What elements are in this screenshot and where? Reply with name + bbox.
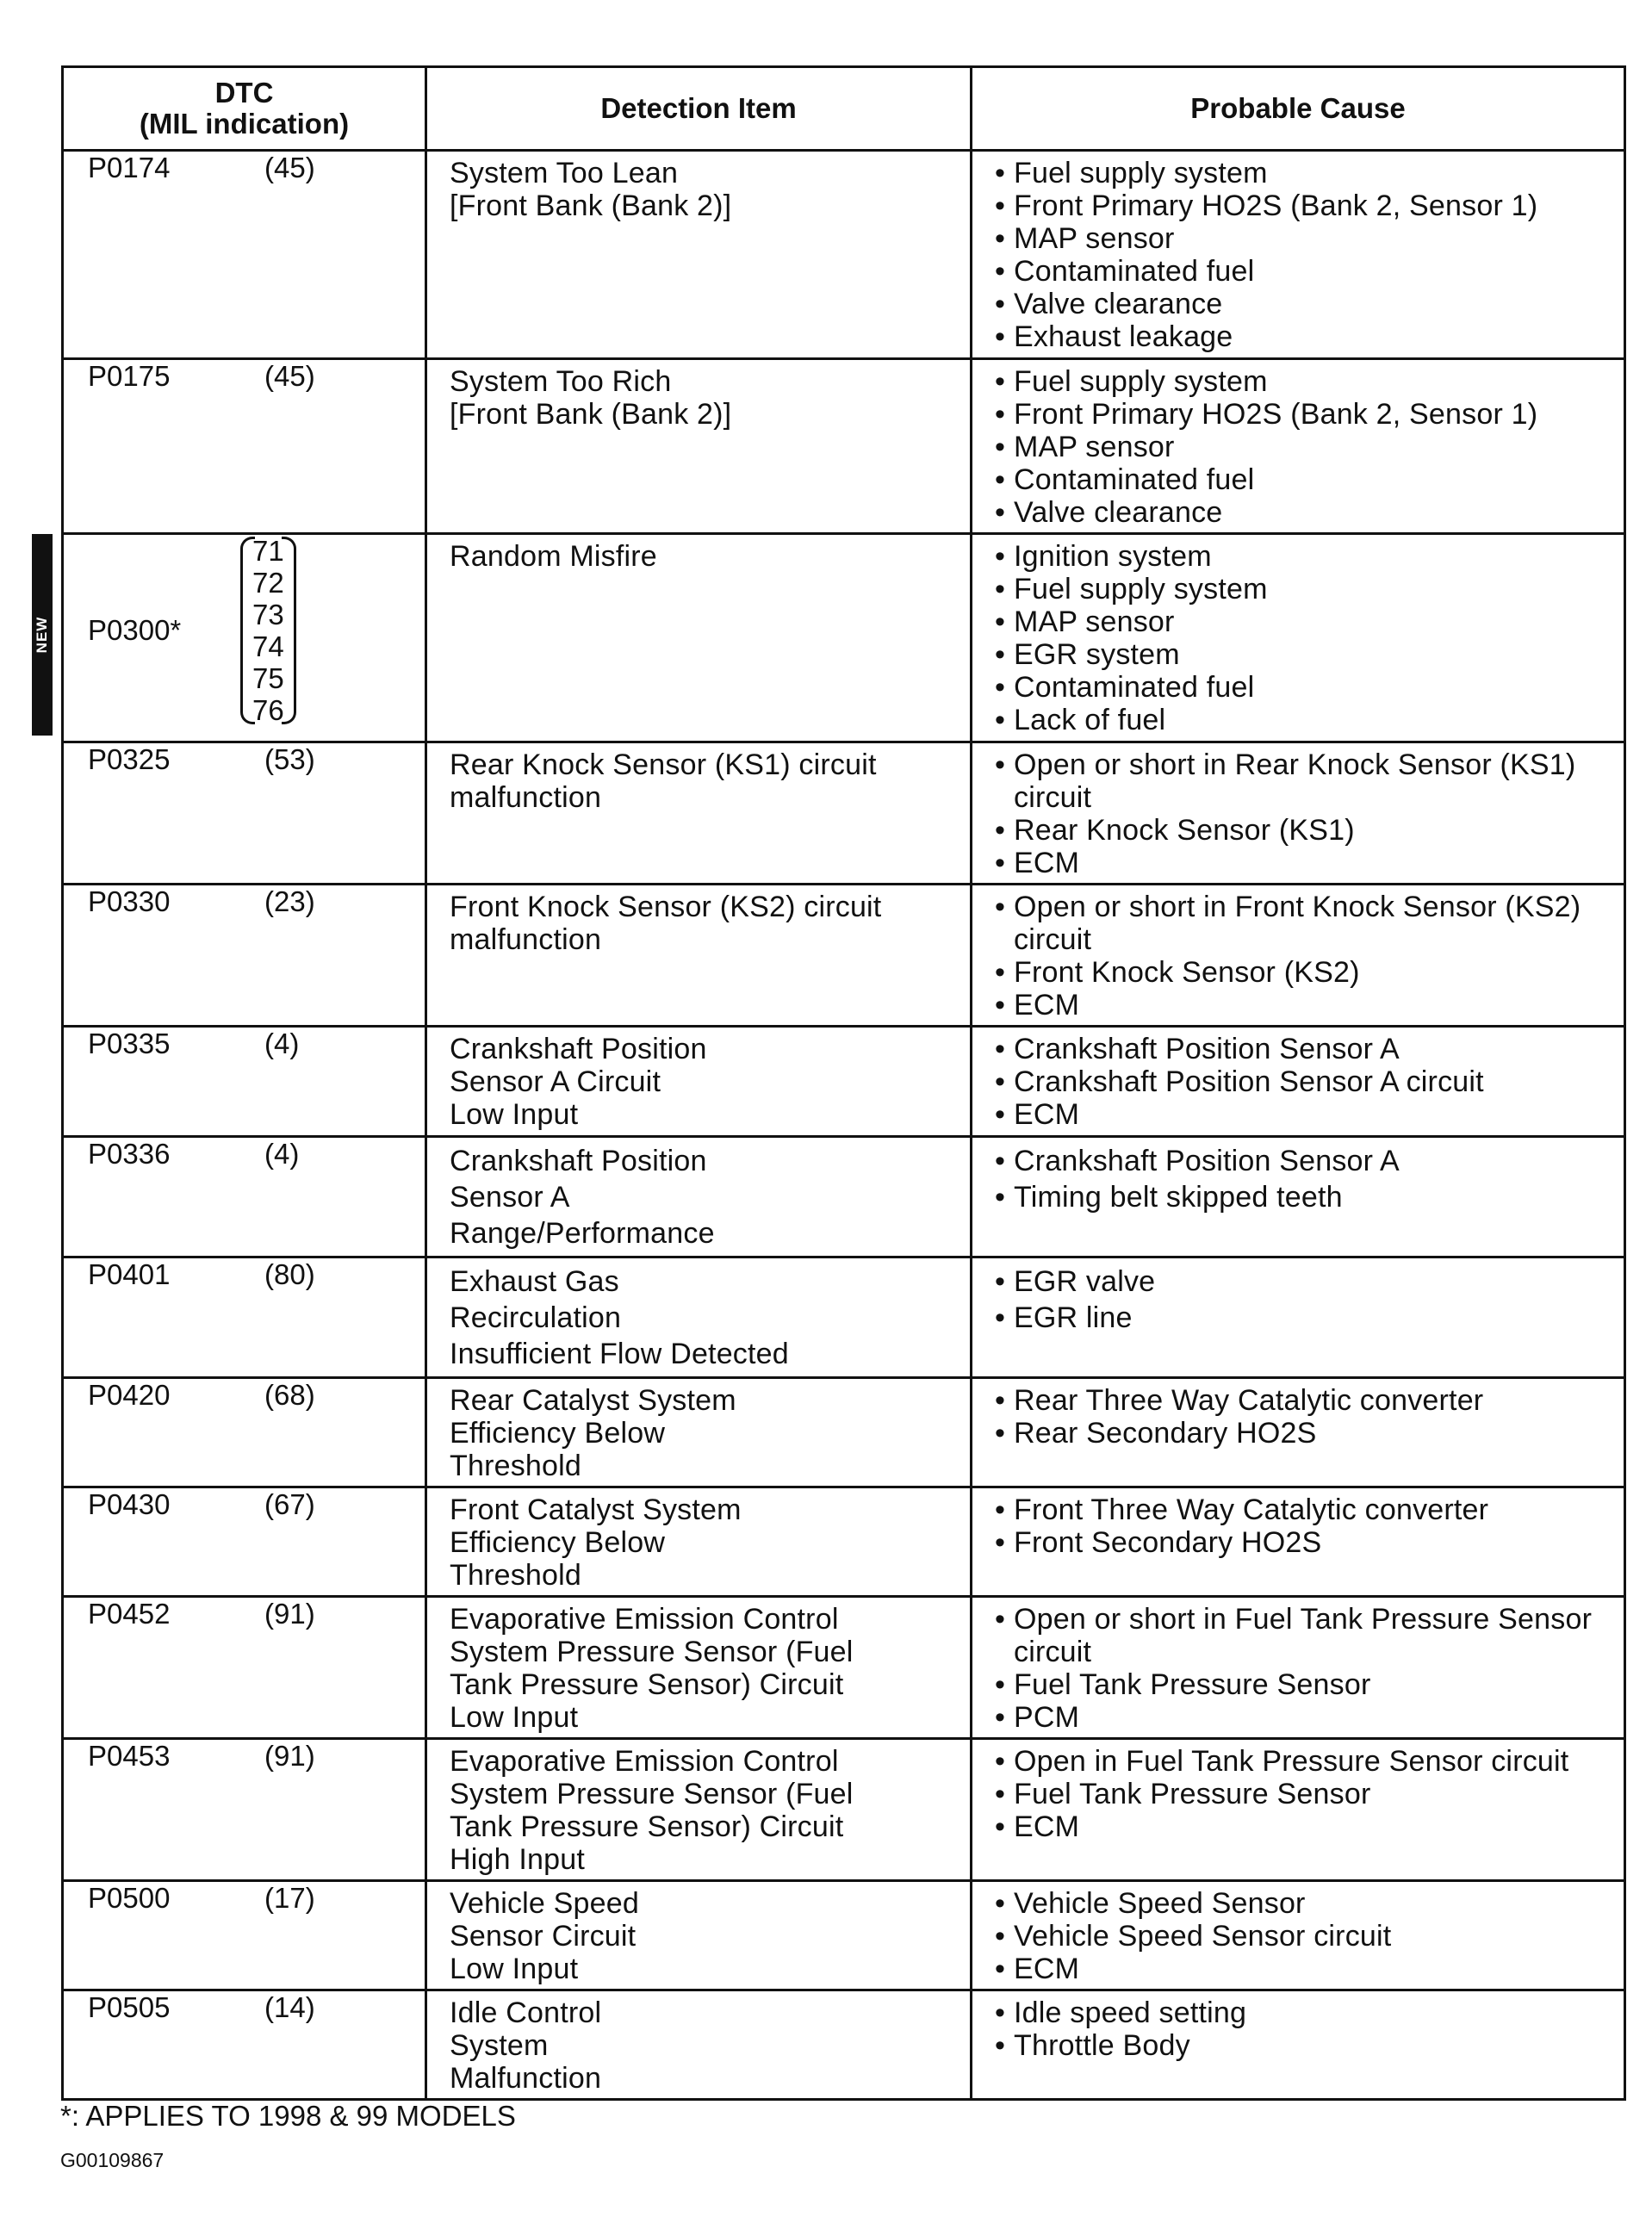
detection-item-line: Insufficient Flow Detected — [450, 1338, 789, 1370]
probable-cause-cell — [972, 1257, 1625, 1378]
detection-item-cell — [426, 1739, 972, 1881]
probable-cause-item: • Throttle Body — [993, 2029, 1615, 2062]
probable-cause-item: • EGR system — [993, 638, 1615, 671]
detection-item-line: Idle Control — [450, 1996, 602, 2029]
probable-cause-item: • Front Secondary HO2S — [993, 1526, 1615, 1559]
probable-cause-item: • Fuel supply system — [993, 157, 1615, 189]
mil-indication: (23) — [264, 885, 315, 917]
detection-item-line: Threshold — [450, 1450, 581, 1482]
detection-item-line: Range/Performance — [450, 1217, 715, 1250]
detection-item-cell — [426, 1257, 972, 1378]
table-row — [63, 885, 1625, 1027]
table-row — [63, 151, 1625, 359]
detection-item-line: Front Knock Sensor (KS2) circuit — [450, 891, 882, 923]
probable-cause-item: • Exhaust leakage — [993, 320, 1615, 353]
detection-item-cell — [426, 1990, 972, 2100]
detection-item-cell — [426, 151, 972, 359]
new-side-tab-label: NEW — [34, 616, 50, 654]
detection-item-line: Low Input — [450, 1701, 579, 1734]
dtc-code: P0420 — [88, 1379, 171, 1411]
probable-cause-item: • Open in Fuel Tank Pressure Sensor circuit — [993, 1745, 1615, 1778]
probable-cause-item: • Rear Three Way Catalytic converter — [993, 1384, 1615, 1417]
probable-cause-item: • Fuel Tank Pressure Sensor — [993, 1778, 1615, 1810]
detection-item-line: Random Misfire — [450, 540, 657, 573]
probable-cause-cell — [972, 1378, 1625, 1487]
dtc-cell — [63, 1881, 426, 1990]
probable-cause-list — [993, 365, 1615, 529]
detection-item-cell — [426, 742, 972, 885]
detection-item-line: [Front Bank (Bank 2)] — [450, 398, 732, 431]
probable-cause-cell — [972, 534, 1625, 742]
detection-item-line: Sensor A Circuit — [450, 1065, 661, 1098]
probable-cause-item: • Fuel supply system — [993, 573, 1615, 605]
detection-item-line: malfunction — [450, 781, 602, 814]
probable-cause-cell — [972, 1137, 1625, 1257]
probable-cause-item: • Crankshaft Position Sensor A circuit — [993, 1065, 1615, 1098]
detection-item-cell — [426, 359, 972, 534]
probable-cause-item: • Contaminated fuel — [993, 255, 1615, 288]
probable-cause-cell — [972, 885, 1625, 1027]
probable-cause-list — [993, 1996, 1615, 2062]
probable-cause-item: • EGR line — [993, 1300, 1615, 1336]
probable-cause-cell — [972, 742, 1625, 885]
detection-item-line: Sensor A — [450, 1181, 570, 1214]
probable-cause-item: • Idle speed setting — [993, 1996, 1615, 2029]
detection-item-cell — [426, 1137, 972, 1257]
probable-cause-item: • Vehicle Speed Sensor — [993, 1887, 1615, 1920]
dtc-code: P0505 — [88, 1991, 171, 2023]
probable-cause-item: • Valve clearance — [993, 496, 1615, 529]
dtc-cell — [63, 1378, 426, 1487]
detection-item-line: Efficiency Below — [450, 1417, 666, 1450]
probable-cause-item: • ECM — [993, 1810, 1615, 1843]
detection-item-cell — [426, 885, 972, 1027]
detection-item-line: Evaporative Emission Control — [450, 1745, 839, 1778]
probable-cause-cell — [972, 1990, 1625, 2100]
mil-indication: 74 — [252, 630, 284, 662]
detection-item-line: Sensor Circuit — [450, 1920, 637, 1953]
probable-cause-item: • Front Knock Sensor (KS2) — [993, 956, 1615, 989]
detection-item-cell — [426, 1027, 972, 1137]
dtc-cell — [63, 1739, 426, 1881]
probable-cause-item: • ECM — [993, 847, 1615, 879]
dtc-code: P0174 — [88, 152, 171, 183]
dtc-code: P0325 — [88, 743, 171, 775]
detection-item-line: Recirculation — [450, 1301, 622, 1334]
detection-item-line: Tank Pressure Sensor) Circuit — [450, 1668, 844, 1701]
dtc-cell — [63, 742, 426, 885]
probable-cause-item: • MAP sensor — [993, 605, 1615, 638]
detection-item-line: Crankshaft Position — [450, 1145, 707, 1177]
probable-cause-item: • Front Three Way Catalytic converter — [993, 1493, 1615, 1526]
detection-item-cell — [426, 1881, 972, 1990]
probable-cause-item: • ECM — [993, 1953, 1615, 1985]
probable-cause-item: • PCM — [993, 1701, 1615, 1734]
probable-cause-item: • Contaminated fuel — [993, 671, 1615, 704]
probable-cause-item: • Fuel supply system — [993, 365, 1615, 398]
mil-indication: (67) — [264, 1488, 315, 1520]
probable-cause-item: • Valve clearance — [993, 288, 1615, 320]
probable-cause-cell — [972, 151, 1625, 359]
header-probable-cause: Probable Cause — [972, 67, 1625, 151]
probable-cause-item: • Contaminated fuel — [993, 463, 1615, 496]
mil-indication: (45) — [264, 360, 315, 392]
dtc-code: P0452 — [88, 1598, 171, 1630]
probable-cause-item: • Ignition system — [993, 540, 1615, 573]
table-row — [63, 1487, 1625, 1597]
probable-cause-item: • Open or short in Front Knock Sensor (KS2) circuit — [993, 891, 1615, 956]
dtc-code: P0330 — [88, 885, 171, 917]
dtc-code: P0453 — [88, 1740, 171, 1772]
detection-item-line: System Too Rich — [450, 365, 672, 398]
table-header-row — [63, 67, 1625, 151]
probable-cause-cell — [972, 1487, 1625, 1597]
probable-cause-list — [993, 540, 1615, 736]
table-row — [63, 742, 1625, 885]
probable-cause-cell — [972, 1739, 1625, 1881]
detection-item-line: System Too Lean — [450, 157, 679, 189]
probable-cause-list — [993, 748, 1615, 879]
probable-cause-list — [993, 1033, 1615, 1131]
probable-cause-item: • Rear Secondary HO2S — [993, 1417, 1615, 1450]
dtc-cell — [63, 885, 426, 1027]
probable-cause-cell — [972, 1027, 1625, 1137]
probable-cause-cell — [972, 1597, 1625, 1739]
detection-item-line: Rear Knock Sensor (KS1) circuit — [450, 748, 877, 781]
probable-cause-list — [993, 891, 1615, 1021]
mil-indication: (68) — [264, 1379, 315, 1411]
dtc-cell — [63, 1137, 426, 1257]
table-row — [63, 534, 1625, 742]
probable-cause-list — [993, 1603, 1615, 1734]
probable-cause-item: • Crankshaft Position Sensor A — [993, 1143, 1615, 1179]
probable-cause-list — [993, 1745, 1615, 1843]
table-row — [63, 1027, 1625, 1137]
mil-indication: (45) — [264, 152, 315, 183]
probable-cause-item: • EGR valve — [993, 1264, 1615, 1300]
dtc-cell — [63, 1257, 426, 1378]
probable-cause-item: • Rear Knock Sensor (KS1) — [993, 814, 1615, 847]
dtc-cell — [63, 359, 426, 534]
header-detection-item: Detection Item — [426, 67, 972, 151]
probable-cause-item: • Front Primary HO2S (Bank 2, Sensor 1) — [993, 398, 1615, 431]
detection-item-line: System Pressure Sensor (Fuel — [450, 1778, 854, 1810]
probable-cause-list — [993, 1493, 1615, 1559]
detection-item-line: Vehicle Speed — [450, 1887, 639, 1920]
probable-cause-item: • Open or short in Fuel Tank Pressure Sensor circuit — [993, 1603, 1615, 1668]
dtc-code: P0336 — [88, 1138, 171, 1170]
dtc-code: P0500 — [88, 1882, 171, 1914]
detection-item-cell — [426, 1597, 972, 1739]
mil-indication: (17) — [264, 1882, 315, 1914]
detection-item-cell — [426, 1487, 972, 1597]
detection-item-line: Evaporative Emission Control — [450, 1603, 839, 1636]
probable-cause-list — [993, 1143, 1615, 1215]
dtc-code: P0300* — [88, 614, 182, 646]
probable-cause-item: • Crankshaft Position Sensor A — [993, 1033, 1615, 1065]
mil-indication: 75 — [252, 662, 284, 694]
mil-indication: 72 — [252, 567, 284, 599]
dtc-code: P0175 — [88, 360, 171, 392]
table-row — [63, 1378, 1625, 1487]
mil-indication: (14) — [264, 1991, 315, 2023]
table-row — [63, 1739, 1625, 1881]
mil-indication: (4) — [264, 1028, 300, 1059]
table-row — [63, 1990, 1625, 2100]
dtc-cell — [63, 534, 426, 742]
detection-item-line: Front Catalyst System — [450, 1493, 742, 1526]
table-body — [63, 151, 1625, 2100]
detection-item-line: Exhaust Gas — [450, 1265, 619, 1298]
probable-cause-item: • MAP sensor — [993, 431, 1615, 463]
dtc-code: P0430 — [88, 1488, 171, 1520]
mil-indication: (53) — [264, 743, 315, 775]
detection-item-line: Low Input — [450, 1953, 579, 1985]
detection-item-line: Threshold — [450, 1559, 581, 1592]
dtc-cell — [63, 1990, 426, 2100]
dtc-table — [61, 65, 1626, 2101]
detection-item-line: Tank Pressure Sensor) Circuit — [450, 1810, 844, 1843]
mil-indication: (91) — [264, 1598, 315, 1630]
detection-item-line: Efficiency Below — [450, 1526, 666, 1559]
probable-cause-cell — [972, 359, 1625, 534]
table-row — [63, 1137, 1625, 1257]
mil-indication: 71 — [252, 535, 284, 567]
detection-item-line: System — [450, 2029, 549, 2062]
detection-item-cell — [426, 1378, 972, 1487]
detection-item-line: Malfunction — [450, 2062, 602, 2095]
probable-cause-item: • Open or short in Rear Knock Sensor (KS1) circuit — [993, 748, 1615, 814]
footnote: *: APPLIES TO 1998 & 99 MODELS — [60, 2100, 516, 2132]
probable-cause-item: • ECM — [993, 1098, 1615, 1131]
detection-item-line: Crankshaft Position — [450, 1033, 707, 1065]
probable-cause-list — [993, 1264, 1615, 1336]
header-dtc — [63, 67, 426, 151]
probable-cause-item: • MAP sensor — [993, 222, 1615, 255]
mil-indication: 73 — [252, 599, 284, 630]
dtc-cell — [63, 1027, 426, 1137]
dtc-cell — [63, 1487, 426, 1597]
probable-cause-item: • Vehicle Speed Sensor circuit — [993, 1920, 1615, 1953]
table-row — [63, 1257, 1625, 1378]
detection-item-line: High Input — [450, 1843, 585, 1876]
detection-item-line: malfunction — [450, 923, 602, 956]
mil-indication: 76 — [252, 694, 284, 726]
dtc-cell — [63, 1597, 426, 1739]
mil-indication: (4) — [264, 1138, 300, 1170]
probable-cause-list — [993, 1384, 1615, 1450]
new-side-tab — [32, 534, 53, 736]
header-dtc-line-2: (MIL indication) — [139, 108, 350, 140]
probable-cause-list — [993, 157, 1615, 353]
figure-id: G00109867 — [60, 2149, 165, 2171]
probable-cause-item: • ECM — [993, 989, 1615, 1021]
detection-item-line: Low Input — [450, 1098, 579, 1131]
table-row — [63, 1597, 1625, 1739]
detection-item-line: [Front Bank (Bank 2)] — [450, 189, 732, 222]
mil-indication-list — [240, 535, 296, 726]
detection-item-cell — [426, 534, 972, 742]
header-dtc-line-1: DTC — [214, 77, 274, 109]
mil-indication: (91) — [264, 1740, 315, 1772]
mil-indication: (80) — [264, 1258, 315, 1290]
dtc-code: P0401 — [88, 1258, 171, 1290]
dtc-cell — [63, 151, 426, 359]
table-row — [63, 359, 1625, 534]
detection-item-line: Rear Catalyst System — [450, 1384, 736, 1417]
probable-cause-item: • Fuel Tank Pressure Sensor — [993, 1668, 1615, 1701]
probable-cause-item: • Timing belt skipped teeth — [993, 1179, 1615, 1215]
dtc-code: P0335 — [88, 1028, 171, 1059]
probable-cause-item: • Lack of fuel — [993, 704, 1615, 736]
table-row — [63, 1881, 1625, 1990]
probable-cause-list — [993, 1887, 1615, 1985]
probable-cause-cell — [972, 1881, 1625, 1990]
detection-item-line: System Pressure Sensor (Fuel — [450, 1636, 854, 1668]
probable-cause-item: • Front Primary HO2S (Bank 2, Sensor 1) — [993, 189, 1615, 222]
